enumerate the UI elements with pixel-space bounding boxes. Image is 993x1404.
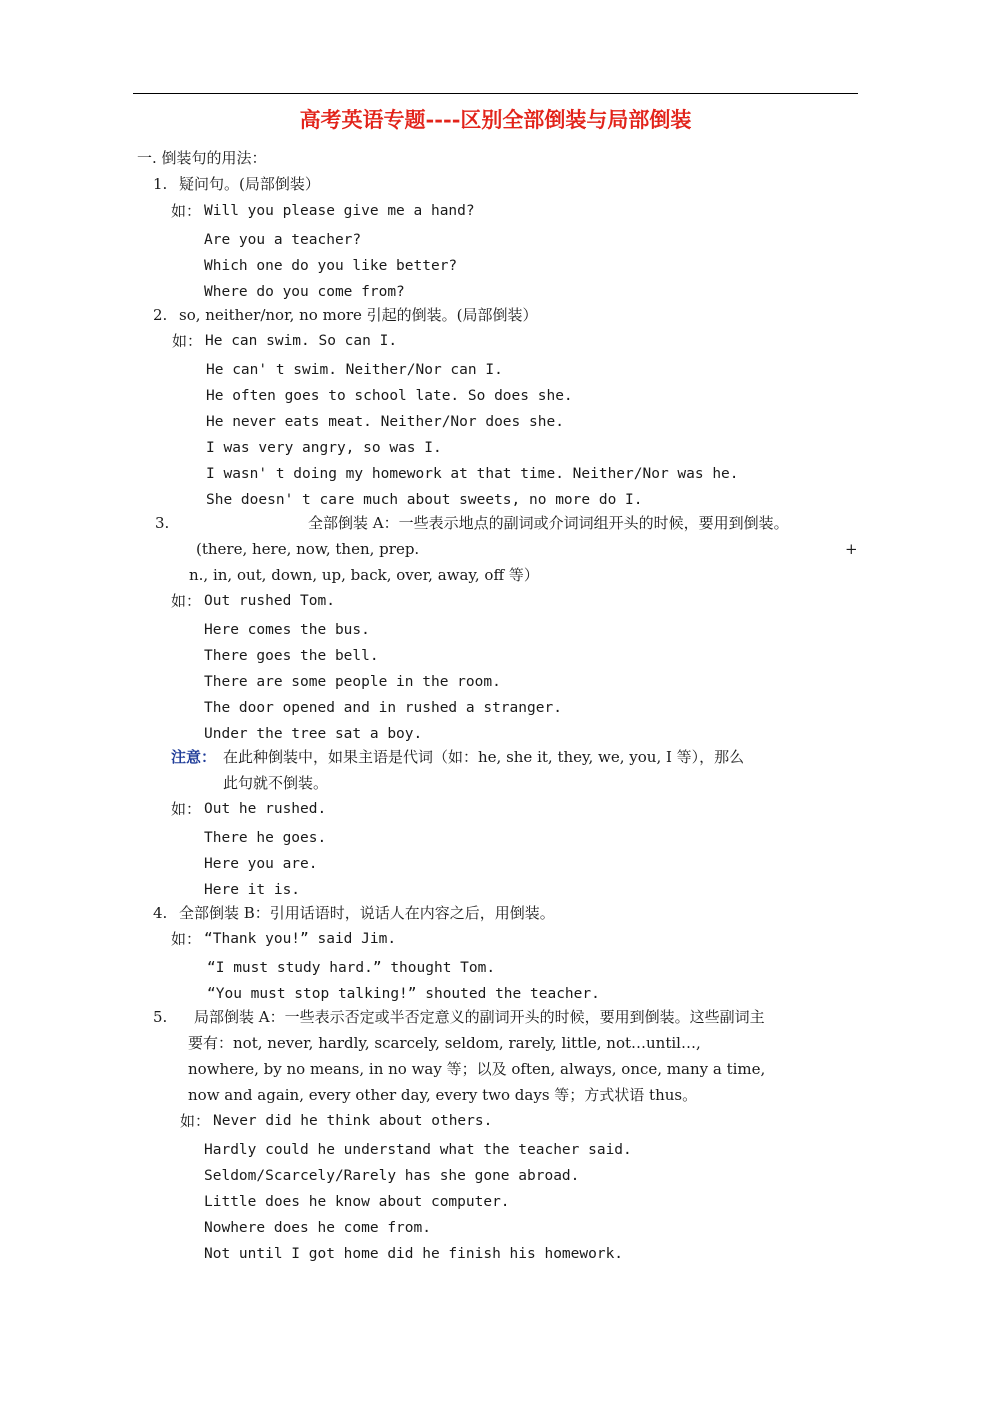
example-sentence: Little does he know about computer. — [204, 1194, 510, 1210]
item-5-body: nowhere, by no means, in no way 等；以及 often, always, once, many a time, — [188, 1060, 766, 1078]
example-sentence: He never eats meat. Neither/Nor does she. — [206, 414, 564, 430]
example-sentence: Which one do you like better? — [204, 258, 458, 274]
item-5-body: 要有：not, never, hardly, scarcely, seldom, rarely, little, not…until…, — [188, 1034, 701, 1052]
example-sentence: Out he rushed. — [204, 801, 327, 817]
example-prefix: 如： — [171, 800, 202, 818]
example-sentence: Nowhere does he come from. — [204, 1220, 431, 1236]
example-sentence: He can swim. So can I. — [205, 333, 398, 349]
example-prefix: 如： — [171, 592, 202, 610]
item-5-heading: 局部倒装 A：一些表示否定或半否定意义的副词开头的时候，要用到倒装。这些副词主 — [194, 1008, 765, 1026]
page-title: 高考英语专题----区别全部倒装与局部倒装 — [299, 107, 692, 132]
item-2-heading: so, neither/nor, no more 引起的倒装。(局部倒装） — [179, 306, 538, 324]
item-2-number: 2. — [153, 306, 168, 324]
example-sentence: Where do you come from? — [204, 284, 405, 300]
example-sentence: Here comes the bus. — [204, 622, 370, 638]
note-text-cont: 此句就不倒装。 — [223, 774, 329, 792]
example-sentence: Will you please give me a hand? — [204, 203, 475, 219]
item-3-paren-line2: n., in, out, down, up, back, over, away, off 等） — [189, 566, 539, 584]
example-sentence: He can' t swim. Neither/Nor can I. — [206, 362, 503, 378]
item-3-heading: 全部倒装 A：一些表示地点的副词或介词词组开头的时候，要用到倒装。 — [308, 514, 789, 532]
example-prefix: 如： — [171, 930, 202, 948]
example-prefix: 如： — [172, 332, 203, 350]
item-3-paren-left: (there, here, now, then, prep. — [196, 540, 420, 558]
note-label: 注意： — [171, 748, 217, 766]
example-sentence: I was very angry, so was I. — [206, 440, 442, 456]
example-sentence: The door opened and in rushed a stranger. — [204, 700, 562, 716]
example-sentence: There goes the bell. — [204, 648, 379, 664]
example-sentence: Here it is. — [204, 882, 301, 898]
example-sentence: He often goes to school late. So does she. — [206, 388, 573, 404]
item-5-number: 5. — [153, 1008, 168, 1026]
example-sentence: Seldom/Scarcely/Rarely has she gone abroad. — [204, 1168, 580, 1184]
section-heading: 一. 倒装句的用法： — [137, 149, 267, 167]
example-sentence: “I must study hard.” thought Tom. — [207, 960, 496, 976]
example-sentence: Are you a teacher? — [204, 232, 362, 248]
example-sentence: “You must stop talking!” shouted the teacher. — [207, 986, 600, 1002]
item-4-number: 4. — [153, 904, 168, 922]
example-sentence: Hardly could he understand what the teacher said. — [204, 1142, 632, 1158]
example-sentence: Never did he think about others. — [213, 1113, 493, 1129]
example-sentence: Here you are. — [204, 856, 318, 872]
item-5-body: now and again, every other day, every two days 等；方式状语 thus。 — [188, 1086, 698, 1104]
item-3-number: 3. — [155, 514, 170, 532]
example-sentence: Under the tree sat a boy. — [204, 726, 423, 742]
note-text: 在此种倒装中，如果主语是代词（如：he, she it, they, we, you, I 等），那么 — [223, 748, 745, 766]
item-1-heading: 疑问句。(局部倒装） — [179, 175, 320, 193]
example-sentence: Out rushed Tom. — [204, 593, 335, 609]
example-prefix: 如： — [171, 202, 202, 220]
example-sentence: She doesn' t care much about sweets, no more do I. — [206, 492, 643, 508]
example-sentence: There are some people in the room. — [204, 674, 501, 690]
item-3-paren-right: + — [845, 540, 858, 558]
example-sentence: I wasn' t doing my homework at that time. Neither/Nor was he. — [206, 466, 739, 482]
example-sentence: There he goes. — [204, 830, 327, 846]
item-4-heading: 全部倒装 B：引用话语时，说话人在内容之后，用倒装。 — [179, 904, 555, 922]
example-prefix: 如： — [180, 1112, 211, 1130]
example-sentence: “Thank you!” said Jim. — [204, 931, 397, 947]
header-rule — [133, 93, 858, 94]
example-sentence: Not until I got home did he finish his homework. — [204, 1246, 624, 1262]
item-1-number: 1. — [153, 175, 168, 193]
